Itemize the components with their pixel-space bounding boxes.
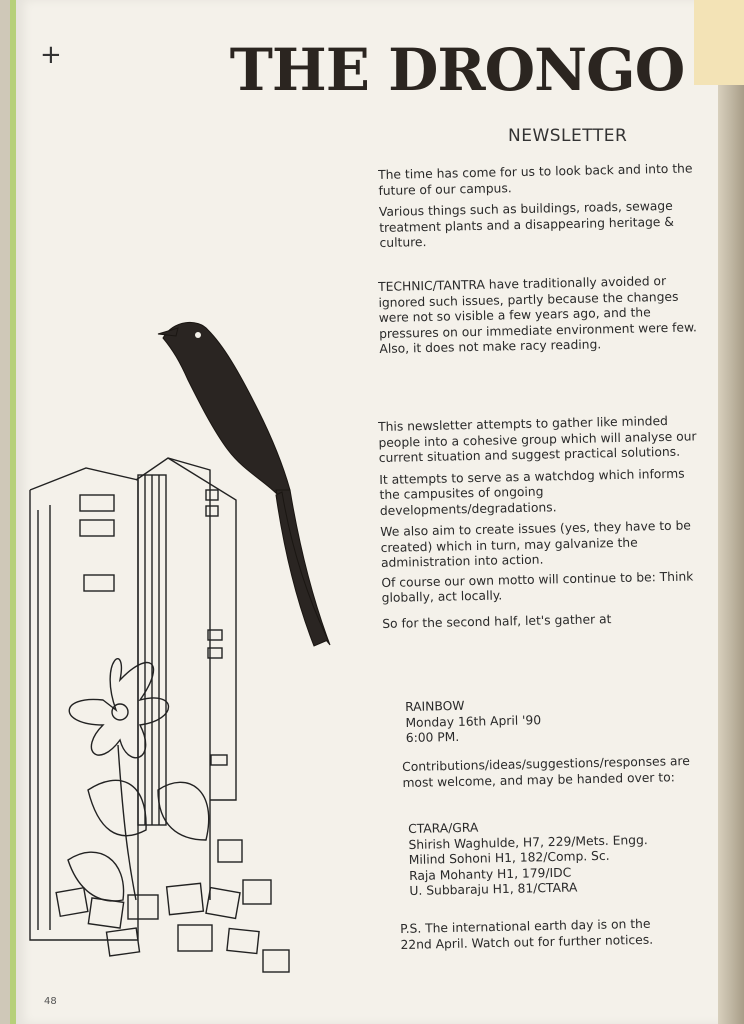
purpose-block	[378, 413, 702, 632]
paragraph-1: The time has come for us to look back and into the future of our campus.	[378, 161, 693, 198]
contact-item: CTARA/GRA	[408, 820, 479, 836]
contact-item: Shirish Waghulde, H7, 229/Mets. Engg.	[408, 832, 648, 852]
technic-block	[378, 273, 700, 357]
bookmark-tab	[694, 0, 744, 85]
paragraph-4: This newsletter attempts to gather like minded people into a cohesive group which will analyse our current situation and suggest practical solutions.	[378, 413, 697, 465]
paragraph-8: So for the second half, let's gather at	[382, 611, 612, 631]
page-number: 48	[44, 996, 57, 1007]
paragraph-3: TECHNIC/TANTRA have traditionally avoided or ignored such issues, partly because the changes were not so visible a few years ago, and the pressures on our immediate environment were few. Also, it does not make racy reading.	[378, 273, 697, 356]
contributions-text: Contributions/ideas/suggestions/responses are most welcome, and may be handed over to:	[402, 753, 690, 790]
paragraph-5: It attempts to serve as a watchdog which informs the campusites of ongoing developments/degradations.	[379, 466, 685, 518]
page-edge	[718, 0, 744, 1024]
paragraph-6: We also aim to create issues (yes, they have to be created) which in turn, may galvanize the administration into action.	[380, 518, 692, 570]
contact-item: Milind Sohoni H1, 182/Comp. Sc.	[408, 848, 610, 867]
ps-block	[400, 916, 681, 953]
corner-mark: +	[40, 40, 62, 70]
ps-note: P.S. The international earth day is on the 22nd April. Watch out for further notices.	[400, 916, 654, 952]
newsletter-subtitle: NEWSLETTER	[508, 126, 628, 146]
intro-block	[378, 161, 700, 251]
contact-item: U. Subbaraju H1, 81/CTARA	[409, 880, 578, 898]
meeting-venue: RAINBOW	[405, 698, 465, 714]
newsletter-title: THE DRONGO	[229, 36, 685, 104]
meeting-block	[405, 695, 666, 747]
contacts-list	[408, 816, 700, 900]
paragraph-7: Of course our own motto will continue to be: Think globally, act locally.	[381, 568, 694, 605]
drongo-building-illustration	[28, 300, 388, 990]
contributions-block	[402, 754, 693, 791]
paragraph-2: Various things such as buildings, roads, sewage treatment plants and a disappearing heritage & culture.	[378, 198, 675, 250]
contact-item: Raja Mohanty H1, 179/IDC	[408, 865, 572, 883]
meeting-date: Monday 16th April '90	[405, 712, 542, 730]
meeting-time: 6:00 PM.	[405, 729, 460, 745]
